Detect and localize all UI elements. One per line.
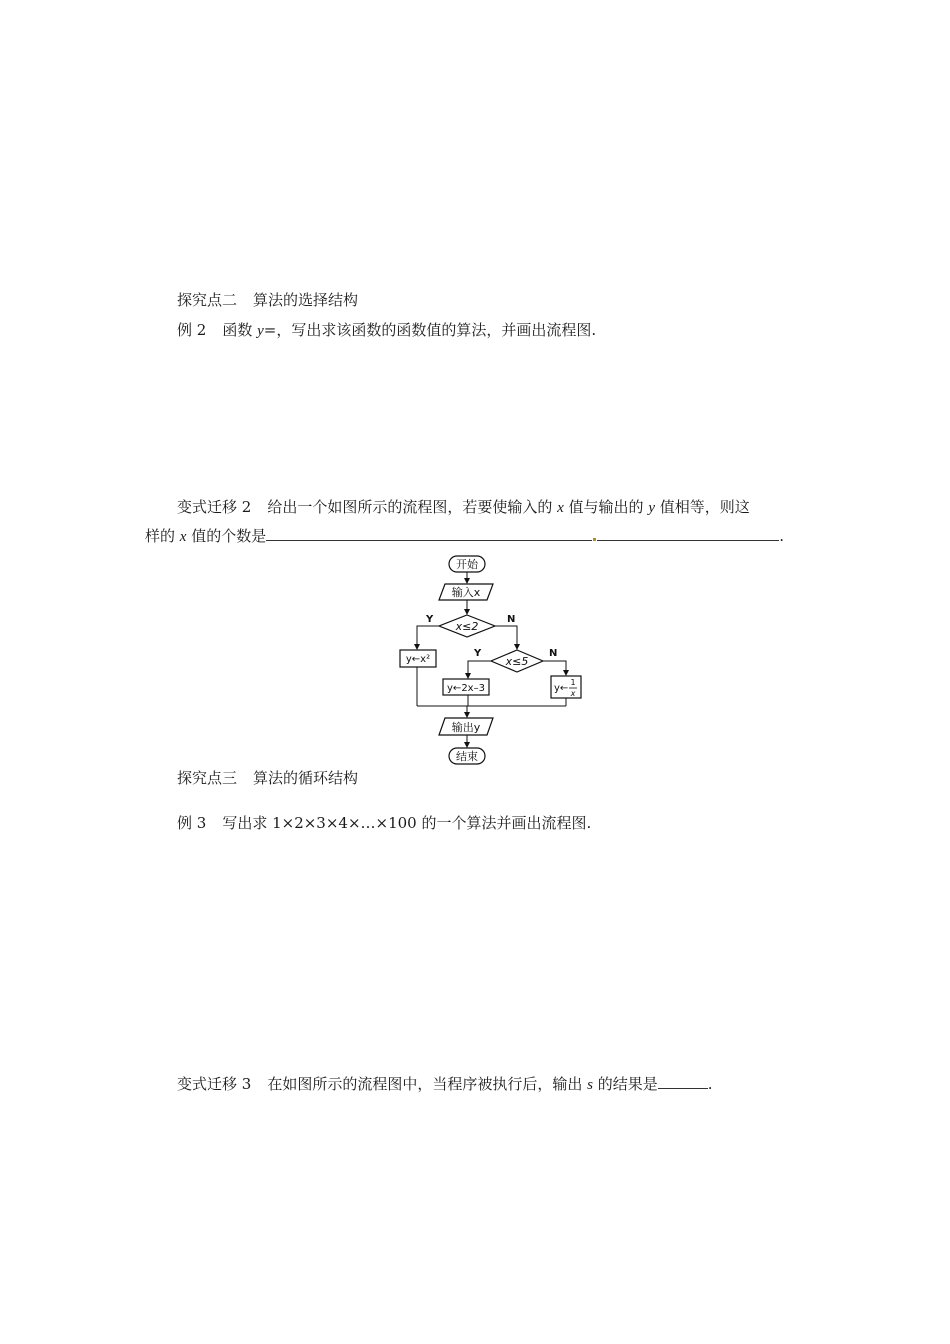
variant2-text3: 值相等，则这 (654, 498, 750, 516)
answer-blank-left[interactable] (266, 526, 592, 541)
yes2-label: Y (474, 648, 482, 659)
variant3-end-mark: . (707, 1075, 713, 1093)
answer-blank-right[interactable] (597, 526, 779, 541)
yes1-label: Y (426, 614, 434, 625)
section3-heading (177, 768, 358, 788)
variant2-line2-pre: 样的 (145, 527, 180, 545)
example3 (177, 813, 591, 833)
example2-label: 例 2 (177, 321, 207, 339)
section2-title-b: 算法的选择结构 (253, 291, 359, 309)
section2-title-a: 探究点二 (177, 291, 238, 309)
example2-text-post: =，写出求该函数的函数值的算法，并画出流程图. (263, 321, 597, 339)
variant3-label: 变式迁移 3 (177, 1075, 252, 1093)
assign3-numerator: 1 (570, 678, 576, 687)
assign2-label: y←2x–3 (447, 683, 485, 694)
arrow-cond1-no (495, 626, 517, 649)
variant3-answer-blank[interactable] (658, 1074, 708, 1089)
output-label: 输出y (451, 721, 481, 734)
condition1-label: x≤2 (455, 620, 479, 633)
variant2-line2-var: x (179, 529, 187, 545)
variant2-var-y: y (648, 500, 655, 516)
section3-title-b: 算法的循环结构 (253, 769, 359, 787)
start-label: 开始 (456, 558, 478, 571)
variant3-text-post: 的结果是 (592, 1075, 658, 1093)
variant3-text-pre: 在如图所示的流程图中，当程序被执行后，输出 (267, 1075, 588, 1093)
blank-dot (593, 538, 596, 541)
variant2-end-mark: . (779, 527, 785, 545)
section2-heading (177, 290, 358, 310)
condition2-label: x≤5 (505, 655, 529, 668)
arrow-cond2-no (543, 661, 566, 675)
assign1-label: y←x² (405, 654, 431, 665)
example3-label: 例 3 (177, 814, 207, 832)
assign3-label: y← (554, 683, 569, 694)
input-label: 输入x (451, 586, 481, 599)
variant3 (177, 1074, 713, 1095)
variant2-line2-post: 值的个数是 (186, 527, 267, 545)
example2-var: y (257, 323, 264, 339)
flowchart (390, 554, 590, 766)
variant2-label: 变式迁移 2 (177, 498, 252, 516)
example2 (177, 320, 596, 341)
example3-text: 写出求 1×2×3×4×…×100 的一个算法并画出流程图. (222, 814, 592, 832)
variant2-line2 (145, 526, 784, 547)
arrow-cond1-yes (417, 626, 439, 649)
assign3-denominator: x (570, 689, 576, 698)
variant3-var-s: s (587, 1077, 593, 1093)
no2-label: N (549, 648, 558, 659)
variant2-var-x: x (557, 500, 564, 516)
variant2-line1 (177, 497, 750, 518)
arrow-cond2-yes (468, 661, 491, 678)
variant2-text2: 值与输出的 (563, 498, 649, 516)
end-label: 结束 (456, 750, 478, 763)
no1-label: N (507, 614, 516, 625)
section3-title-a: 探究点三 (177, 769, 238, 787)
variant2-text1: 给出一个如图所示的流程图，若要使输入的 (267, 498, 558, 516)
example2-text-pre: 函数 (222, 321, 258, 339)
